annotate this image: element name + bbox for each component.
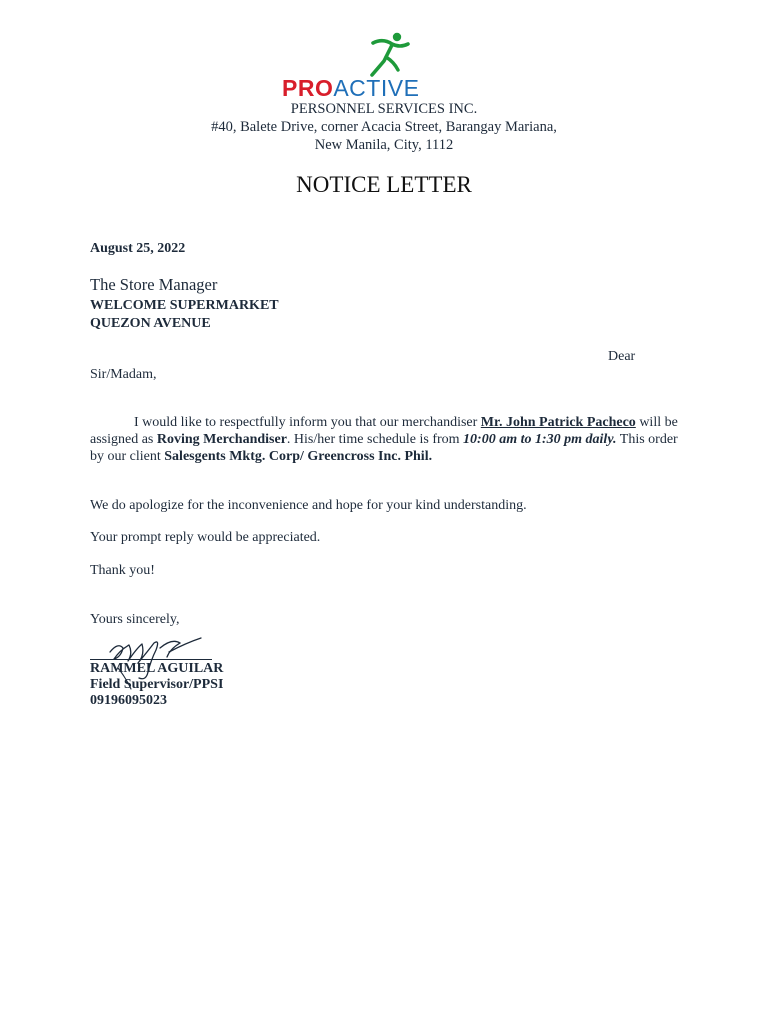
signatory-phone: 09196095023: [90, 693, 167, 708]
body-paragraph: [90, 414, 680, 465]
company-logo: [280, 28, 490, 104]
signatory-name: RAMMEL AGUILAR: [90, 661, 224, 676]
store-address: QUEZON AVENUE: [90, 316, 211, 331]
position-title: Roving Merchandiser: [156, 432, 287, 447]
logo-active-text: ACTIVE: [333, 75, 420, 101]
letter-date: August 25, 2022: [90, 241, 186, 256]
logo-wordmark: [282, 77, 488, 100]
store-name: WELCOME SUPERMARKET: [90, 298, 279, 313]
apology-line: We do apologize for the inconvenience and hope for your kind understanding.: [90, 498, 527, 513]
time-schedule: 10:00 am to 1:30 pm daily.: [463, 432, 617, 447]
signatory-title: Field Supervisor/PPSI: [90, 677, 224, 692]
thanks-line: Thank you!: [90, 563, 155, 578]
company-address-line2: New Manila, City, 1112: [314, 137, 454, 153]
company-name: PERSONNEL SERVICES INC.: [290, 101, 478, 117]
salutation-dear: Dear: [608, 349, 636, 364]
letter-title: NOTICE LETTER: [296, 172, 472, 197]
body-text-4: This order by our client: [90, 432, 678, 464]
body-text-1: I would like to respectfully inform you that our merchandiser: [134, 415, 481, 430]
closing-line: Yours sincerely,: [90, 612, 180, 627]
body-text-3: . His/her time schedule is from: [286, 432, 464, 447]
client-name: Salesgents Mktg. Corp/ Greencross Inc. Phil.: [164, 449, 433, 464]
salutation-sir-madam: Sir/Madam,: [90, 367, 157, 382]
company-address-line1: #40, Balete Drive, corner Acacia Street, Barangay Mariana,: [211, 119, 557, 135]
logo-pro-text: PRO: [282, 75, 334, 101]
recipient-name: The Store Manager: [90, 275, 218, 294]
running-figure-icon: [280, 28, 490, 78]
prompt-reply-line: Your prompt reply would be appreciated.: [90, 530, 321, 545]
body-text-2: will be assigned as: [90, 415, 678, 447]
merchandiser-name: Mr. John Patrick Pacheco: [480, 415, 636, 430]
